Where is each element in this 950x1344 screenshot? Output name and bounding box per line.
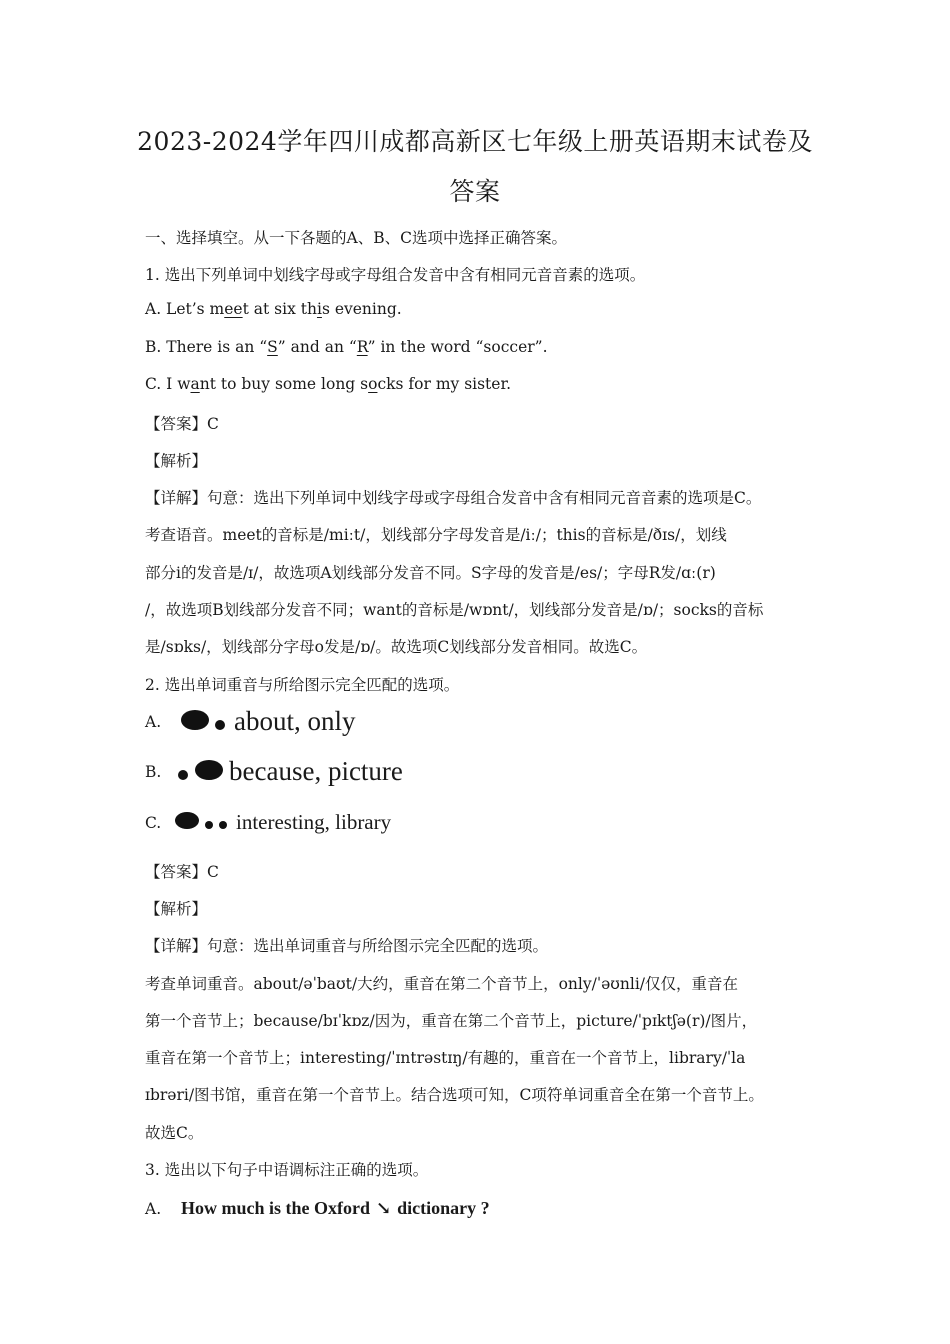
q1-detail-line: 是/sɒks/，划线部分字母o发是/ɒ/。故选项C划线部分发音相同。故选C。 — [145, 638, 648, 656]
q2-detail-line: 重音在第一个音节上；interesting/ˈɪntrəstɪŋ/有趣的，重音在一个音节上，library/ˈla — [145, 1049, 746, 1067]
q1-stem: 1. 选出下列单词中划线字母或字母组合发音中含有相同元音音素的选项。 — [145, 266, 646, 284]
q2-option-b — [145, 756, 403, 787]
document-title-line2: 答案 — [449, 177, 501, 206]
q2-a-words: about, only — [234, 706, 356, 736]
q3-a-letter: A. — [145, 1199, 162, 1218]
q1-b-underline-2: R — [356, 338, 368, 356]
q1-c-text: C. I w — [145, 375, 191, 393]
q2-detail-line: 考查单词重音。about/əˈbaʊt/大约，重音在第二个音节上，only/ˈəʊnli/仅仅，重音在 — [145, 975, 739, 993]
q1-detail-line: /，故选项B划线部分发音不同；want的音标是/wɒnt/，划线部分发音是/ɒ/；socks的音标 — [145, 601, 764, 619]
q1-detail-line: 【详解】句意：选出下列单词中划线字母或字母组合发音中含有相同元音音素的选项是C。 — [145, 489, 762, 507]
stress-pattern-icon — [175, 760, 223, 784]
q2-detail-line: 故选C。 — [145, 1124, 204, 1142]
q3-option-a — [145, 1198, 490, 1219]
q2-b-words: because, picture — [229, 756, 403, 786]
q1-b-text: ” and an “ — [277, 338, 357, 356]
q1-option-a — [145, 300, 402, 318]
document-title-line1: 2023-2024学年四川成都高新区七年级上册英语期末试卷及 — [137, 127, 813, 156]
q2-analysis-label: 【解析】 — [145, 900, 208, 918]
q1-detail-line: 部分i的发音是/ɪ/，故选项A划线部分发音不同。S字母的发音是/es/；字母R发/ɑː(r) — [145, 564, 716, 582]
q2-option-a — [145, 706, 356, 737]
q1-answer: 【答案】C — [145, 415, 219, 433]
q1-a-underline-1: ee — [224, 300, 243, 318]
stress-pattern-icon — [175, 812, 230, 833]
q2-stem: 2. 选出单词重音与所给图示完全匹配的选项。 — [145, 676, 460, 694]
q2-answer: 【答案】C — [145, 863, 219, 881]
q2-c-words: interesting, library — [236, 810, 392, 834]
stress-pattern-icon — [181, 710, 228, 734]
q2-detail-line: 第一个音节上；because/bɪˈkɒz/因为，重音在第二个音节上，picture/ˈpɪktʃə(r)/图片， — [145, 1012, 758, 1030]
q3-a-text: How much is the Oxford — [181, 1198, 370, 1218]
q1-option-c — [145, 375, 511, 393]
q2-a-letter: A. — [145, 712, 162, 731]
q2-b-letter: B. — [145, 762, 162, 781]
q1-a-underline-2: i — [316, 300, 322, 318]
q1-c-text: nt to buy some long s — [199, 375, 369, 393]
q1-c-underline-1: a — [190, 375, 200, 393]
q1-a-text: A. Let’s m — [145, 300, 225, 318]
q3-stem: 3. 选出以下句子中语调标注正确的选项。 — [145, 1161, 429, 1179]
q1-c-text: cks for my sister. — [377, 375, 512, 393]
q2-detail-line: 【详解】句意：选出单词重音与所给图示完全匹配的选项。 — [145, 937, 549, 955]
falling-intonation-icon: ↘ — [376, 1198, 392, 1218]
q1-analysis-label: 【解析】 — [145, 452, 208, 470]
q1-option-b — [145, 338, 548, 356]
q2-option-c — [145, 810, 391, 835]
section-heading: 一、选择填空。从一下各题的A、B、C选项中选择正确答案。 — [145, 229, 567, 247]
q3-a-text: dictionary ? — [397, 1198, 490, 1218]
q1-c-underline-2: o — [368, 375, 378, 393]
q1-a-text: t at six th — [242, 300, 317, 318]
q1-b-text: B. There is an “ — [145, 338, 268, 356]
q1-b-text: ” in the word “soccer”. — [367, 338, 548, 356]
q1-a-text: s evening. — [321, 300, 402, 318]
q1-b-underline-1: S — [267, 338, 278, 356]
q1-detail-line: 考查语音。meet的音标是/miːt/，划线部分字母发音是/iː/；this的音标是/ðɪs/，划线 — [145, 526, 727, 544]
q2-detail-line: ɪbrəri/图书馆，重音在第一个音节上。结合选项可知，C项符单词重音全在第一个音节上。 — [145, 1086, 764, 1104]
q2-c-letter: C. — [145, 813, 162, 832]
